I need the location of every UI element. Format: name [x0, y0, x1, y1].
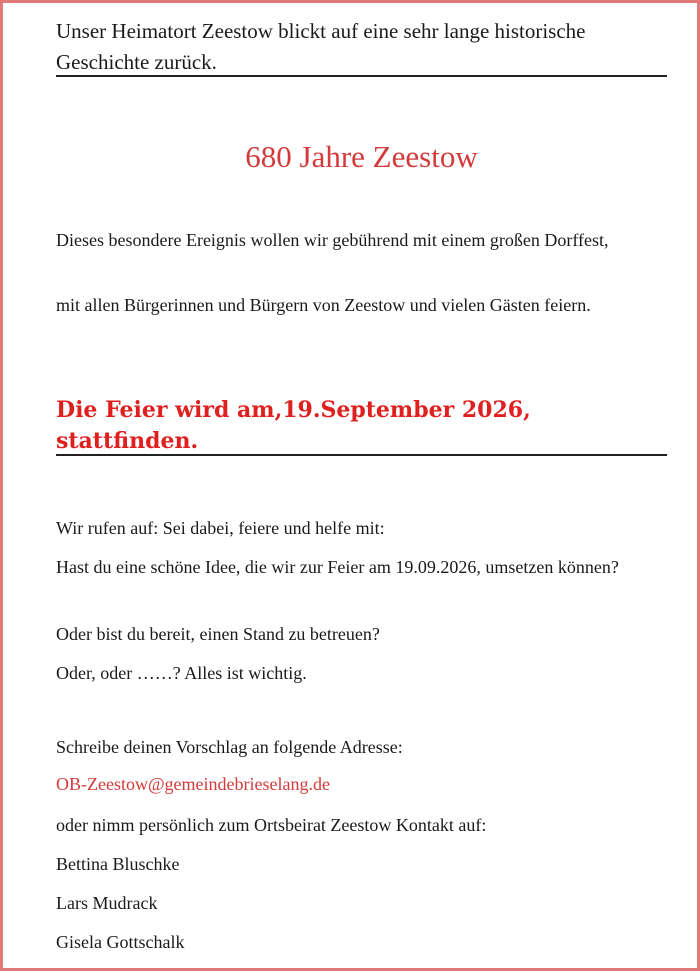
contact-person-3: Gisela Gottschalk: [56, 932, 185, 952]
call-line-2: Hast du eine schöne Idee, die wir zur Feier am 19.09.2026, umsetzen können?: [56, 557, 619, 577]
paragraph-2: mit allen Bürgerinnen und Bürgern von Zeestow und vielen Gästen feiern.: [56, 295, 591, 315]
intro-text: Unser Heimatort Zeestow blickt auf eine sehr lange historische Geschichte zurück.: [56, 19, 586, 74]
paragraph-1: Dieses besondere Ereignis wollen wir gebührend mit einem großen Dorffest,: [56, 230, 609, 250]
call-line-1: Wir rufen auf: Sei dabei, feiere und helfe mit:: [56, 518, 385, 538]
divider-announcement: [56, 454, 667, 456]
contact-person-1: Bettina Bluschke: [56, 854, 180, 874]
call-line-4: Oder, oder ……? Alles ist wichtig.: [56, 663, 307, 683]
event-date-announcement: Die Feier wird am,19.September 2026, stattfinden.: [56, 397, 531, 454]
contact-personal: oder nimm persönlich zum Ortsbeirat Zeestow Kontakt auf:: [56, 815, 487, 835]
contact-email-link[interactable]: OB-Zeestow@gemeindebrieselang.de: [56, 774, 330, 794]
contact-person-2: Lars Mudrack: [56, 893, 158, 913]
contact-intro: Schreibe deinen Vorschlag an folgende Adresse:: [56, 737, 403, 757]
call-line-3: Oder bist du bereit, einen Stand zu betreuen?: [56, 624, 380, 644]
divider-top: [56, 75, 667, 77]
page-title: 680 Jahre Zeestow: [245, 139, 478, 174]
